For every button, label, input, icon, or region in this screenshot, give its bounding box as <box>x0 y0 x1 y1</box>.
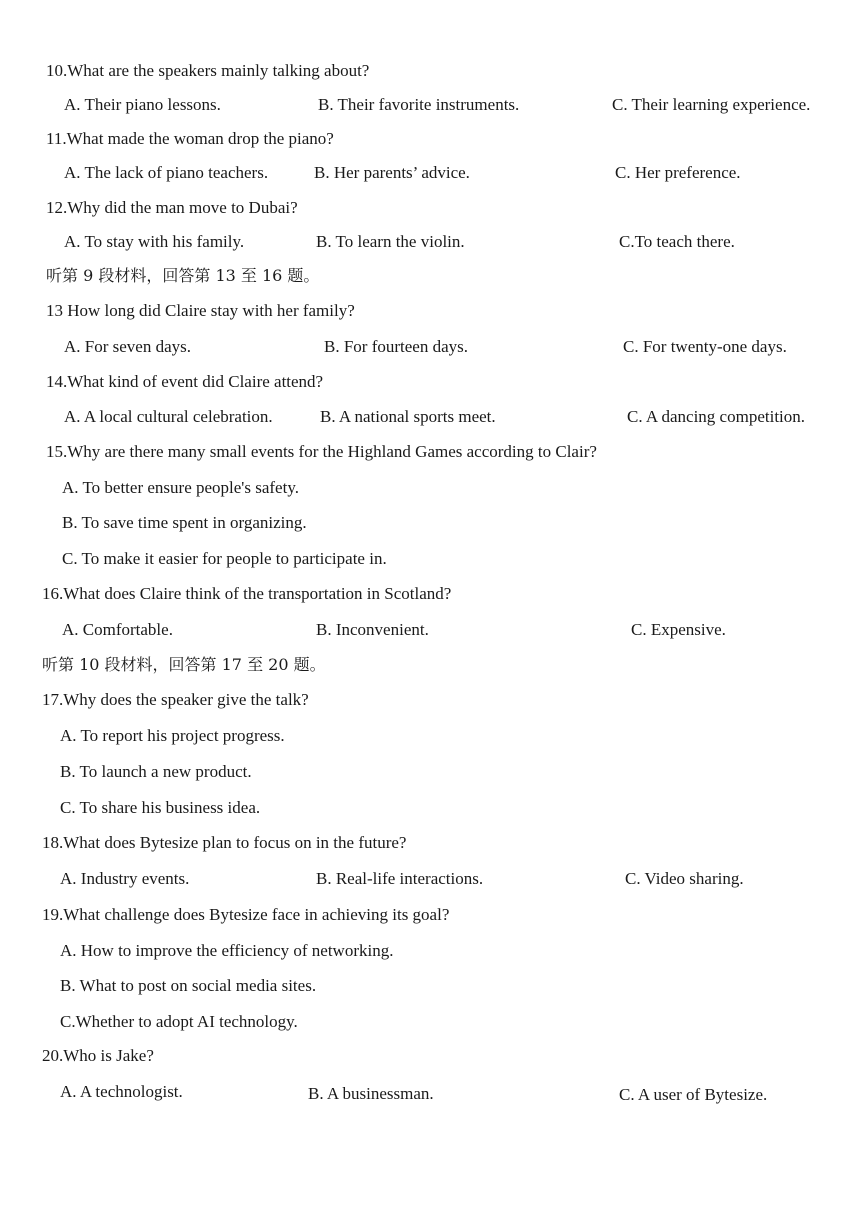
question-16-option-b: B. Inconvenient. <box>316 620 429 639</box>
question-14-stem: 14.What kind of event did Claire attend? <box>46 372 324 391</box>
question-15-option-a: A. To better ensure people's safety. <box>62 478 299 497</box>
question-17-stem: 17.Why does the speaker give the talk? <box>42 690 309 709</box>
question-12-option-b: B. To learn the violin. <box>316 232 465 251</box>
question-15-stem: 15.Why are there many small events for the Highland Games according to Clair? <box>46 442 597 461</box>
question-12-option-c: C.To teach there. <box>619 232 735 251</box>
question-19-option-c: C.Whether to adopt AI technology. <box>60 1012 298 1031</box>
question-11-option-b: B. Her parents’ advice. <box>314 163 470 182</box>
question-20-option-b: B. A businessman. <box>308 1084 434 1103</box>
section-heading-10: 听第 10 段材料，回答第 17 至 20 题。 <box>42 655 326 674</box>
question-18-option-b: B. Real-life interactions. <box>316 869 484 888</box>
question-14-option-a: A. A local cultural celebration. <box>64 407 273 426</box>
question-11-option-a: A. The lack of piano teachers. <box>64 163 269 182</box>
question-13-option-b: B. For fourteen days. <box>324 337 469 356</box>
question-16-stem: 16.What does Claire think of the transportation in Scotland? <box>42 584 452 603</box>
question-18-option-a: A. Industry events. <box>60 869 190 888</box>
question-19-stem: 19.What challenge does Bytesize face in achieving its goal? <box>42 905 450 924</box>
question-20-stem: 20.Who is Jake? <box>42 1046 154 1065</box>
question-17-option-b: B. To launch a new product. <box>60 762 252 781</box>
question-12-option-a: A. To stay with his family. <box>64 232 245 251</box>
question-14-option-c: C. A dancing competition. <box>627 407 806 426</box>
question-12-stem: 12.Why did the man move to Dubai? <box>46 198 298 217</box>
question-16-option-a: A. Comfortable. <box>62 620 173 639</box>
question-15-option-c: C. To make it easier for people to participate in. <box>62 549 387 568</box>
question-10-option-a: A. Their piano lessons. <box>64 95 221 114</box>
question-19-option-a: A. How to improve the efficiency of networking. <box>60 941 394 960</box>
question-16-option-c: C. Expensive. <box>631 620 726 639</box>
question-10-stem: 10.What are the speakers mainly talking about? <box>46 61 370 80</box>
question-18-stem: 18.What does Bytesize plan to focus on in the future? <box>42 833 407 852</box>
question-11-stem: 11.What made the woman drop the piano? <box>46 129 334 148</box>
question-18-option-c: C. Video sharing. <box>625 869 744 888</box>
question-13-option-a: A. For seven days. <box>64 337 192 356</box>
question-13-option-c: C. For twenty-one days. <box>623 337 787 356</box>
question-19-option-b: B. What to post on social media sites. <box>60 976 317 995</box>
section-heading-9: 听第 9 段材料，回答第 13 至 16 题。 <box>46 266 320 285</box>
question-20-option-c: C. A user of Bytesize. <box>619 1085 768 1104</box>
question-10-option-b: B. Their favorite instruments. <box>318 95 520 114</box>
question-15-option-b: B. To save time spent in organizing. <box>62 513 307 532</box>
question-20-option-a: A. A technologist. <box>60 1082 183 1101</box>
question-10-option-c: C. Their learning experience. <box>612 95 811 114</box>
question-17-option-a: A. To report his project progress. <box>60 726 285 745</box>
question-17-option-c: C. To share his business idea. <box>60 798 261 817</box>
question-13-stem: 13 How long did Claire stay with her family? <box>46 301 355 320</box>
question-14-option-b: B. A national sports meet. <box>320 407 496 426</box>
question-11-option-c: C. Her preference. <box>615 163 741 182</box>
